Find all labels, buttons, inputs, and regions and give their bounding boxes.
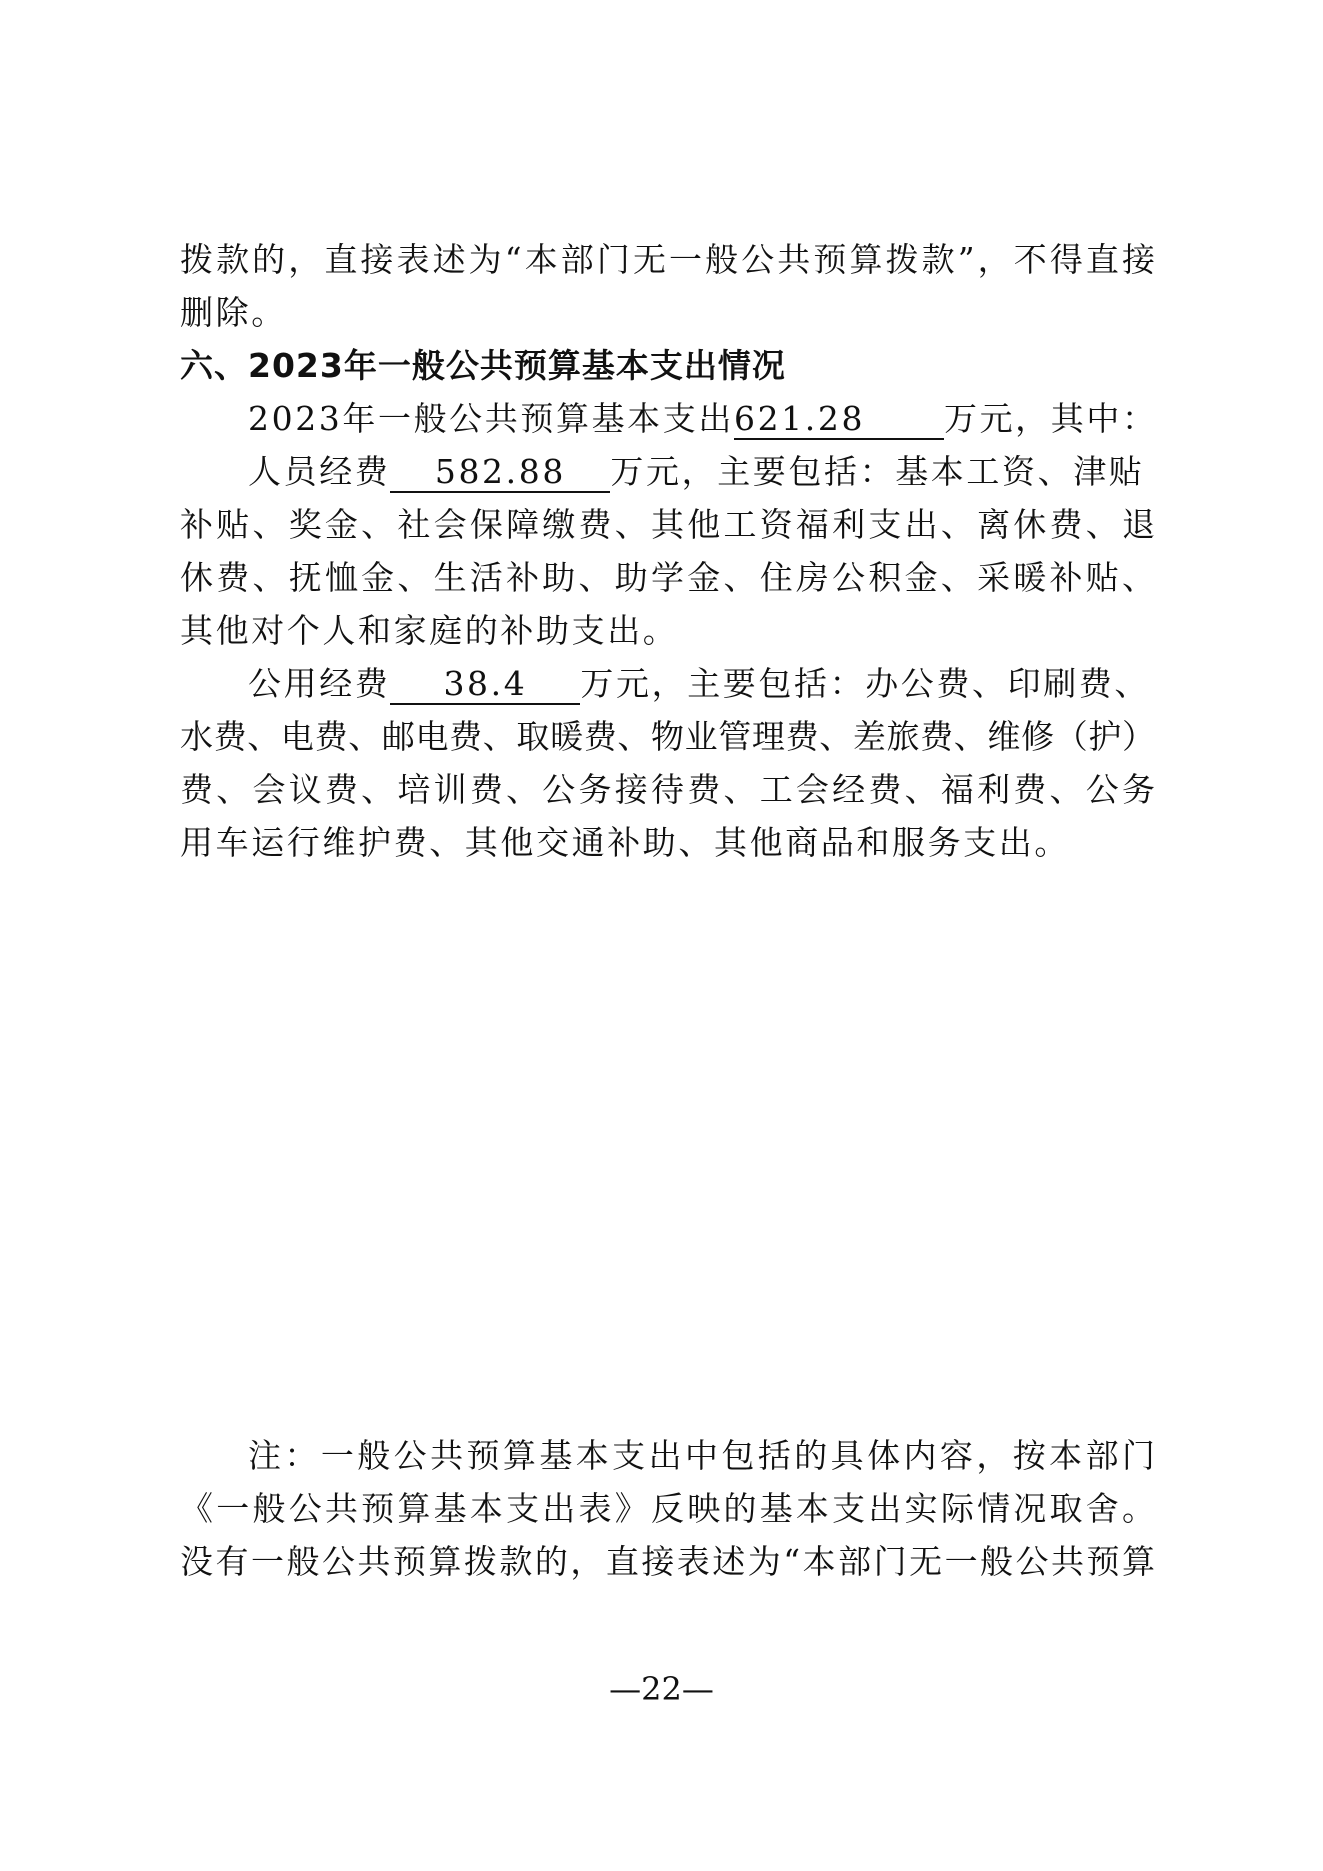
public-suffix: 万元，主要包括：办公费、印刷费、: [580, 664, 1151, 703]
note-line: 没有一般公共预算拨款的，直接表述为“本部门无一般公共预算: [180, 1542, 1155, 1581]
paragraph-line: 其他对个人和家庭的补助支出。: [180, 611, 679, 650]
personnel-expense-line: [248, 450, 1155, 494]
paragraph-line: 补贴、奖金、社会保障缴费、其他工资福利支出、离休费、退: [180, 505, 1155, 544]
note-line: 注：一般公共预算基本支出中包括的具体内容，按本部门: [248, 1436, 1155, 1475]
personnel-amount: 582.88: [390, 453, 610, 493]
paragraph-line: 用车运行维护费、其他交通补助、其他商品和服务支出。: [180, 823, 1070, 862]
public-label: 公用经费: [248, 664, 391, 703]
public-expense-line: [248, 662, 1155, 706]
section-heading: 六、2023年一般公共预算基本支出情况: [180, 346, 786, 385]
paragraph-line: 休费、抚恤金、生活补助、助学金、住房公积金、采暖补贴、: [180, 558, 1155, 597]
total-amount: 621.28: [734, 400, 944, 440]
public-amount: 38.4: [390, 665, 580, 705]
total-suffix: 万元，其中：: [943, 399, 1158, 438]
page-number: —22—: [609, 1670, 714, 1708]
personnel-suffix: 万元，主要包括：基本工资、津贴: [610, 452, 1145, 491]
note-line: 《一般公共预算基本支出表》反映的基本支出实际情况取舍。: [180, 1489, 1155, 1528]
paragraph-line: 拨款的，直接表述为“本部门无一般公共预算拨款”，不得直接: [180, 240, 1155, 279]
paragraph-line: 水费、电费、邮电费、取暖费、物业管理费、差旅费、维修（护）: [180, 717, 1155, 756]
paragraph-line: 费、会议费、培训费、公务接待费、工会经费、福利费、公务: [180, 770, 1155, 809]
total-expenditure-line: [248, 397, 1158, 441]
total-prefix: 2023年一般公共预算基本支出: [248, 399, 734, 438]
personnel-label: 人员经费: [248, 452, 391, 491]
paragraph-line: 删除。: [180, 293, 287, 332]
